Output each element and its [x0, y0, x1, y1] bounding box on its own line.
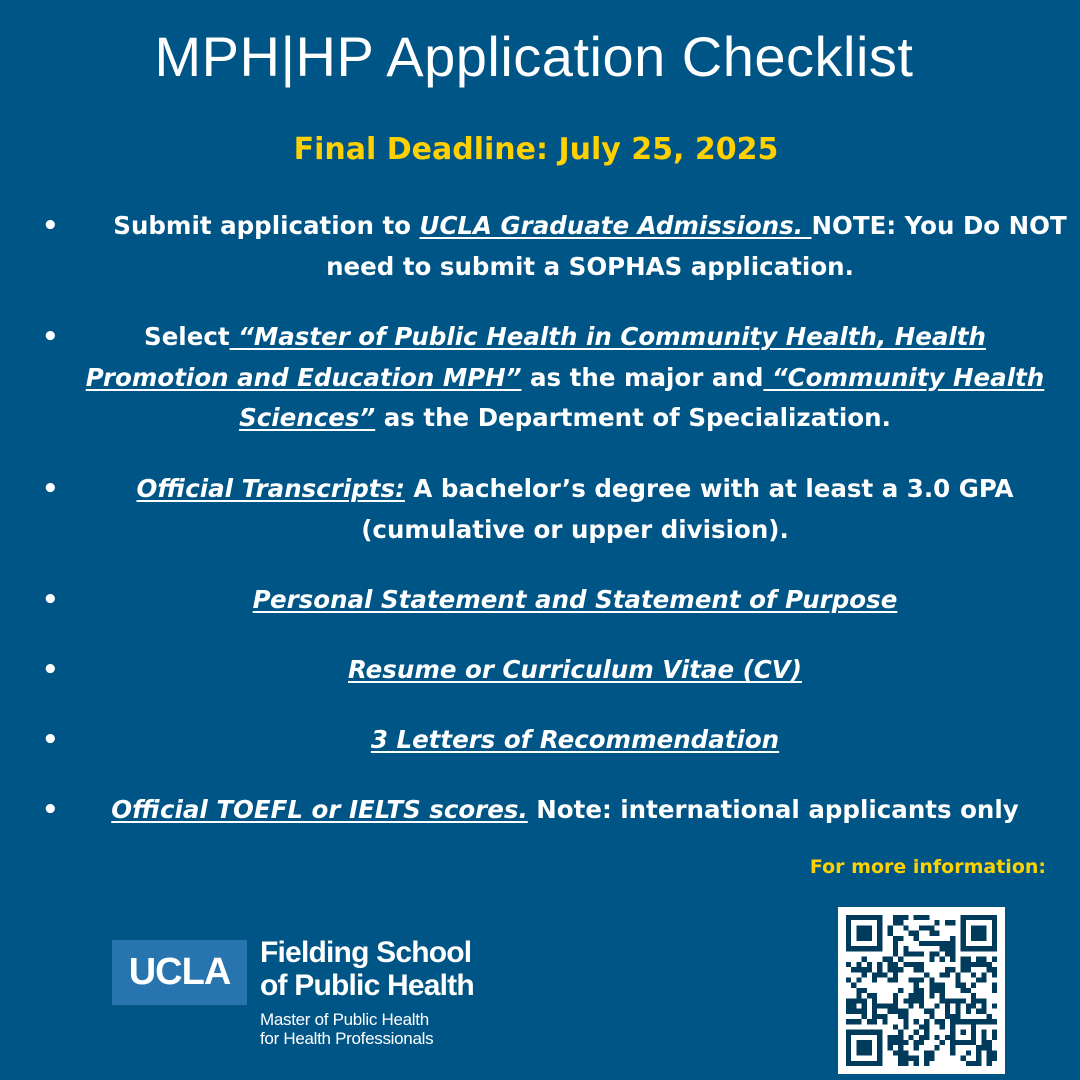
more-information-label: For more information:: [809, 856, 1046, 878]
bullet-icon: •: [42, 655, 59, 685]
bullet-icon: •: [42, 474, 59, 504]
checklist-item-text: Official TOEFL or IELTS scores. Note: international applicants only: [111, 795, 1019, 824]
checklist-item-text: [90, 720, 1060, 761]
final-deadline: Final Deadline: July 25, 2025: [293, 132, 779, 167]
bullet-icon: •: [42, 725, 59, 755]
school-name: Fielding School of Public Health: [260, 936, 474, 1002]
bullet-icon: •: [42, 795, 59, 825]
major-name-link[interactable]: “Master of Public Health in Community Health, Health Promotion and Education MPH”: [85, 322, 986, 392]
ucla-graduate-admissions-link[interactable]: UCLA Graduate Admissions.: [419, 211, 812, 240]
bullet-icon: •: [42, 322, 59, 352]
bullet-icon: •: [42, 211, 59, 241]
checklist-item-text: Submit application to UCLA Graduate Admissions. NOTE: You Do NOT need to submit a SOPHAS application.: [113, 211, 1067, 281]
qr-code-icon: [846, 915, 997, 1066]
program-name: Master of Public Health for Health Professionals: [260, 1010, 434, 1048]
checklist-item-text: Select “Master of Public Health in Community Health, Health Promotion and Education MPH” as the major and “Community Health Sciences” as the Department of Specialization.: [85, 322, 1045, 432]
bullet-icon: •: [42, 585, 59, 615]
checklist-item-text: [90, 650, 1060, 691]
personal-statement-link[interactable]: Personal Statement and Statement of Purpose: [252, 585, 898, 614]
checklist-item-text: [90, 580, 1060, 621]
official-transcripts-link[interactable]: Official Transcripts:: [136, 474, 405, 503]
checklist-item-text: Official Transcripts: A bachelor’s degree with at least a 3.0 GPA (cumulative or upper division).: [136, 474, 1014, 544]
resume-cv-link[interactable]: Resume or Curriculum Vitae (CV): [348, 655, 802, 684]
qr-code[interactable]: [838, 907, 1005, 1074]
department-name-link[interactable]: “Community Health Sciences”: [239, 362, 1045, 432]
ucla-wordmark: UCLA: [112, 940, 247, 1005]
toefl-ielts-link[interactable]: Official TOEFL or IELTS scores.: [111, 795, 528, 824]
page-title: MPH|HP Application Checklist: [154, 25, 914, 88]
letters-of-recommendation-link[interactable]: 3 Letters of Recommendation: [370, 725, 780, 754]
